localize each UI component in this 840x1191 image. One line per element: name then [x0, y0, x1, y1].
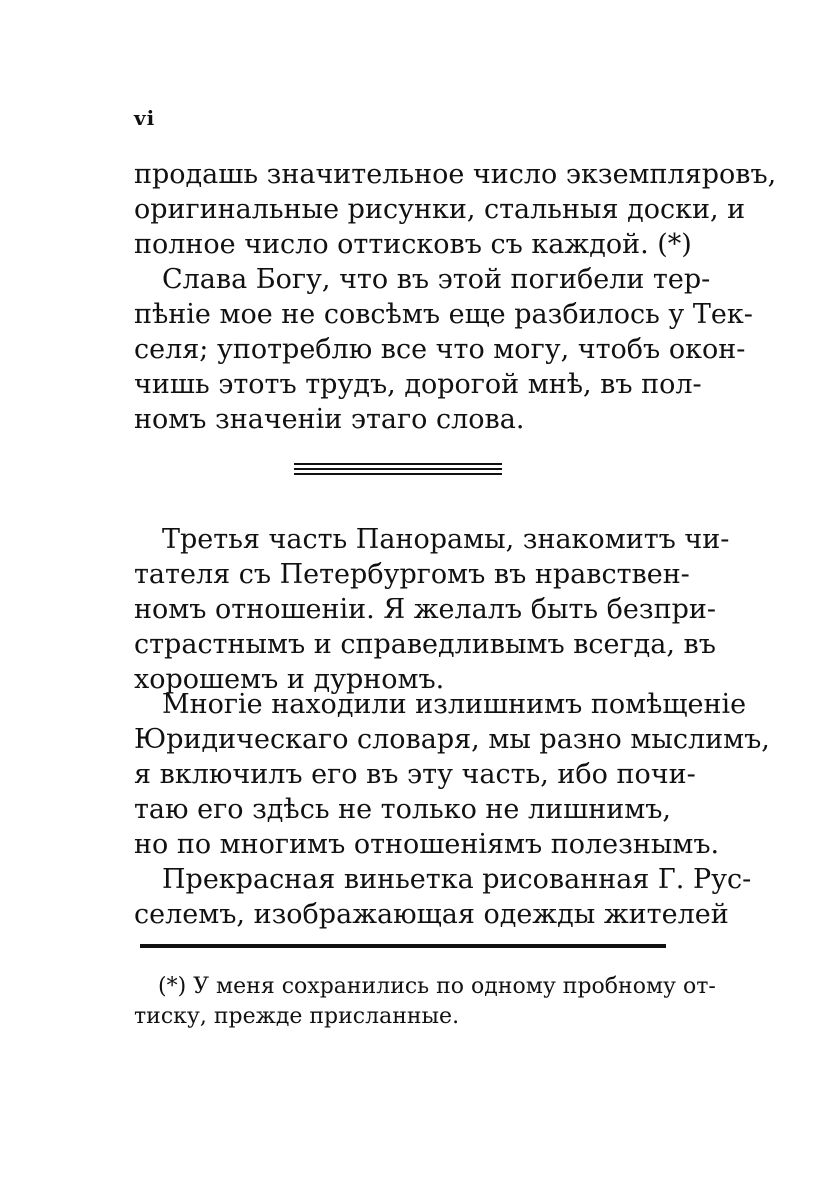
text-line: тателя съ Петербургомъ въ нравствен- — [134, 559, 690, 590]
text-line: Третья часть Панорамы, знакомитъ чи- — [162, 524, 730, 555]
text-line: полное число оттисковъ съ каждой. (*) — [134, 229, 692, 260]
text-line: пѣніе мое не совсѣмъ еще разбилось у Тек- — [134, 299, 753, 330]
text-line: Прекрасная виньетка рисованная Г. Рус- — [162, 864, 752, 895]
text-line: селя; употреблю все что могу, чтобъ окон- — [134, 334, 746, 365]
text-line: оригинальные рисунки, стальныя доски, и — [134, 194, 746, 225]
page-number: vi — [134, 106, 156, 130]
text-line: Слава Богу, что въ этой погибели тер- — [162, 264, 711, 295]
text-line: чишь этотъ трудъ, дорогой мнѣ, въ пол- — [134, 369, 702, 400]
text-line: таю его здѣсь не только не лишнимъ, — [134, 794, 671, 825]
footnote-line: тиску, прежде присланные. — [134, 1004, 460, 1029]
text-line: хорошемъ и дурномъ. — [134, 664, 445, 695]
footnote-rule — [140, 944, 666, 948]
text-line: но по многимъ отношеніямъ полезнымъ. — [134, 829, 720, 860]
text-line: я включилъ его въ эту часть, ибо почи- — [134, 759, 696, 790]
text-line: номъ отношеніи. Я желалъ быть безпри- — [134, 594, 717, 625]
text-line: селемъ, изображающая одежды жителей — [134, 899, 729, 930]
footnote-line: (*) У меня сохранились по одному пробному от- — [158, 974, 716, 999]
text-line: Юридическаго словаря, мы разно мыслимъ, — [134, 724, 770, 755]
text-line: Многіе находили излишнимъ помѣщеніе — [162, 689, 747, 720]
text-line: номъ значеніи этаго слова. — [134, 404, 525, 435]
text-line: страстнымъ и справедливымъ всегда, въ — [134, 629, 716, 660]
ornamental-divider — [294, 463, 502, 478]
text-line: продашь значительное число экземпляровъ, — [134, 159, 777, 190]
